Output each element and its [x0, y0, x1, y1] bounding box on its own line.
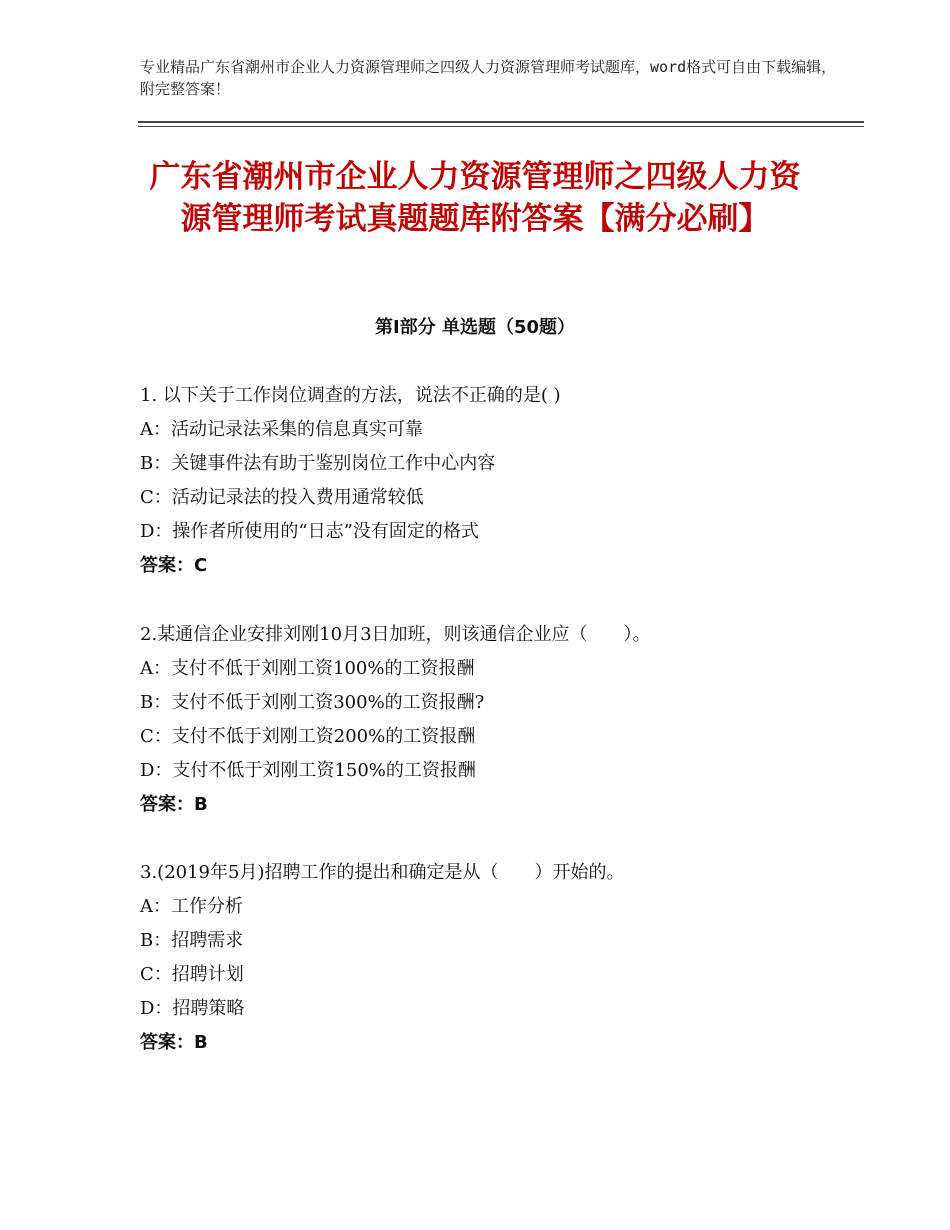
document-title: 广东省潮州市企业人力资源管理师之四级人力资源管理师考试真题题库附答案【满分必刷】 — [149, 159, 801, 237]
question-stem: 1. 以下关于工作岗位调查的方法，说法不正确的是( ) — [140, 385, 561, 406]
question-3 — [140, 856, 860, 1060]
option-c: C：招聘计划 — [140, 964, 244, 985]
section-heading: 第Ⅰ部分 单选题（50题） — [374, 317, 575, 338]
option-c: C：活动记录法的投入费用通常较低 — [140, 487, 424, 508]
question-stem: 3.(2019年5月)招聘工作的提出和确定是从（ ）开始的。 — [140, 862, 625, 883]
question-2 — [140, 618, 860, 822]
option-a: A：支付不低于刘刚工资100%的工资报酬 — [140, 658, 475, 679]
header-rule-thin — [138, 126, 864, 127]
question-1 — [140, 379, 860, 583]
answer-line: 答案：B — [140, 1032, 208, 1053]
answer-line: 答案：C — [140, 555, 208, 576]
header-rule-thick — [138, 121, 864, 123]
option-d: D：操作者所使用的“日志”没有固定的格式 — [140, 521, 479, 542]
option-a: A：活动记录法采集的信息真实可靠 — [140, 419, 423, 440]
question-stem: 2.某通信企业安排刘刚10月3日加班，则该通信企业应（ ）。 — [140, 624, 651, 645]
option-b: B：招聘需求 — [140, 930, 244, 951]
option-c: C：支付不低于刘刚工资200%的工资报酬 — [140, 726, 476, 747]
option-b: B：支付不低于刘刚工资300%的工资报酬? — [140, 692, 485, 713]
answer-line: 答案：B — [140, 794, 208, 815]
option-a: A：工作分析 — [140, 896, 243, 917]
option-d: D：招聘策略 — [140, 998, 245, 1019]
header-note: 专业精品广东省潮州市企业人力资源管理师之四级人力资源管理师考试题库，word格式可自由下载编辑，附完整答案！ — [140, 58, 837, 98]
option-b: B：关键事件法有助于鉴别岗位工作中心内容 — [140, 453, 496, 474]
option-d: D：支付不低于刘刚工资150%的工资报酬 — [140, 760, 476, 781]
